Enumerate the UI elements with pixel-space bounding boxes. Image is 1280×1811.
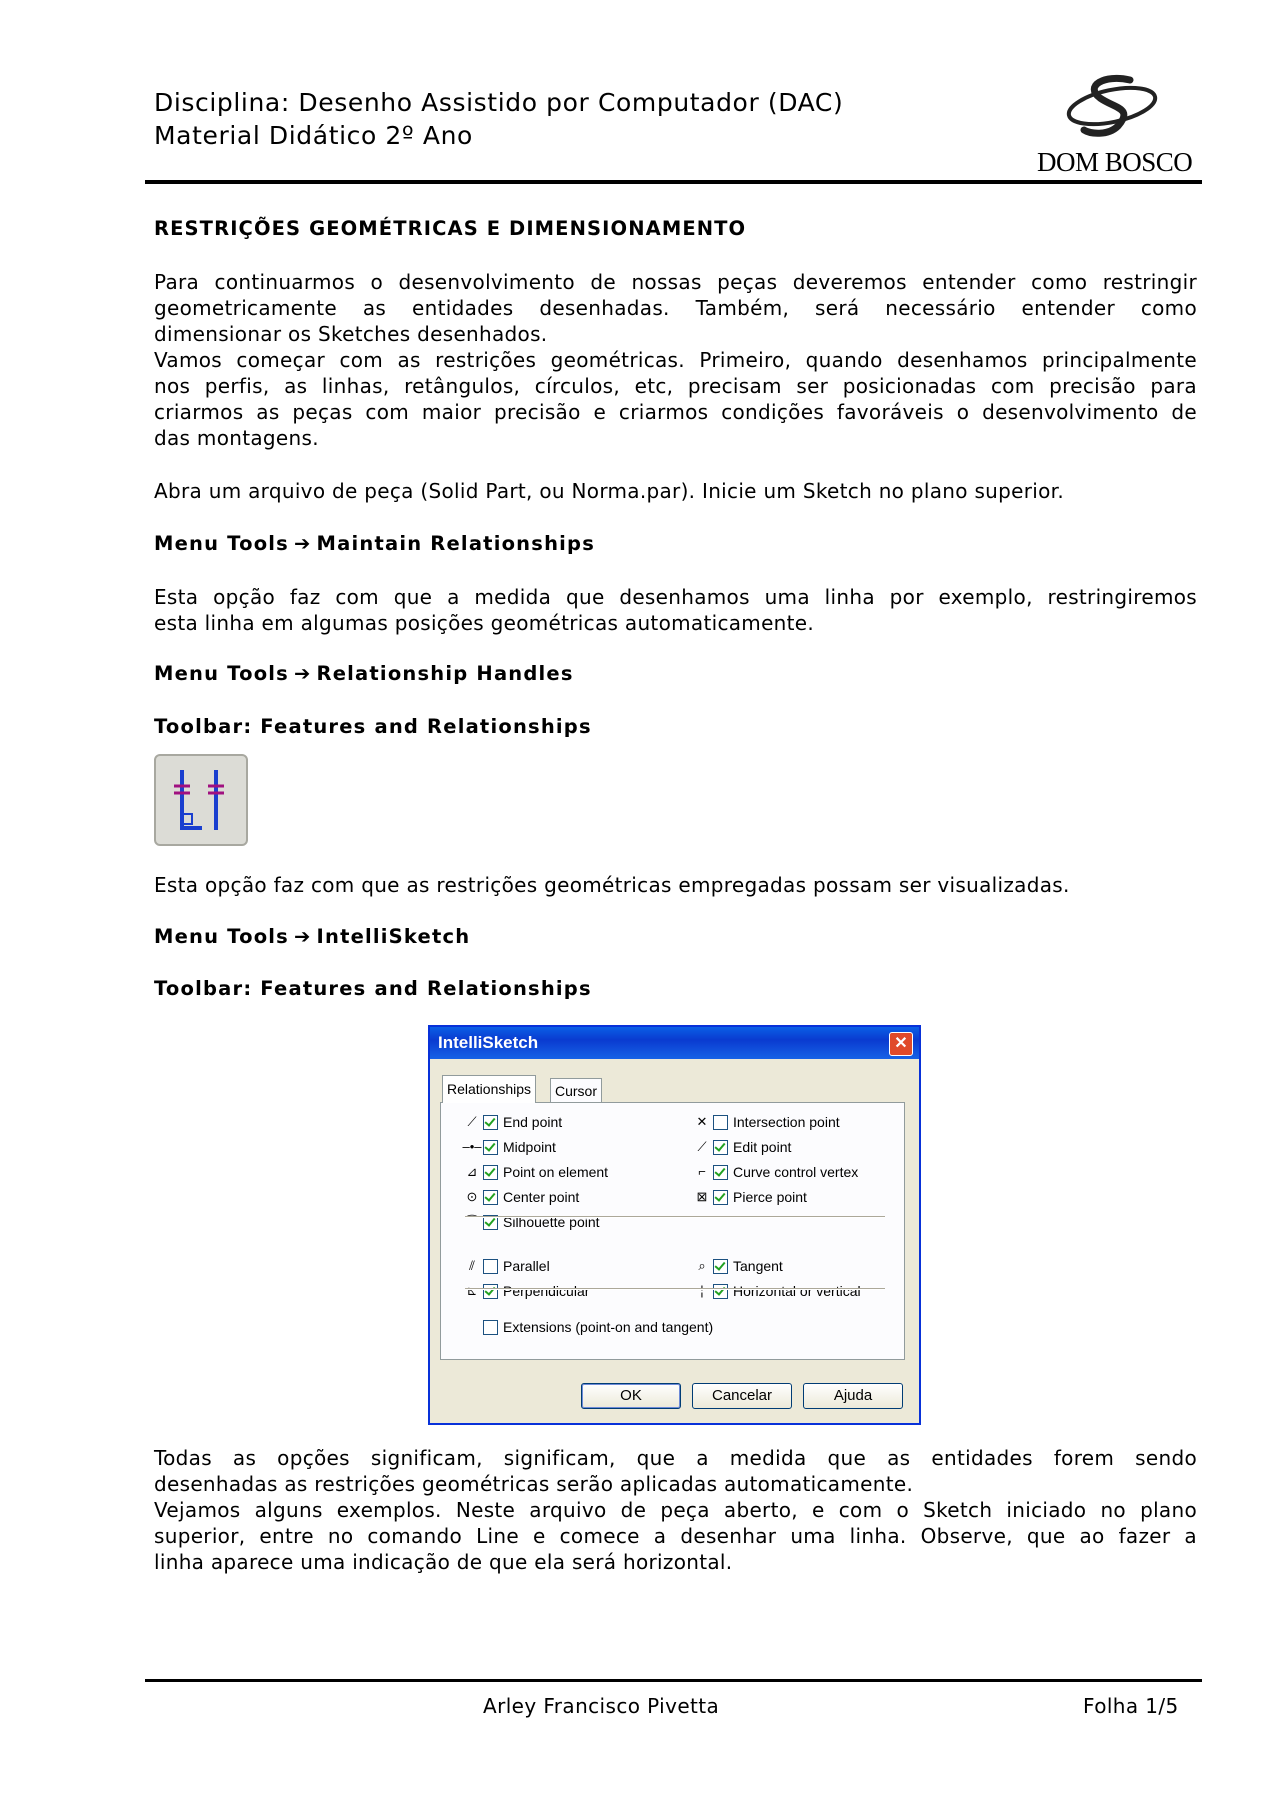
menu-item: IntelliSketch bbox=[316, 925, 471, 948]
intellisketch-dialog bbox=[428, 1025, 921, 1425]
help-button[interactable]: Ajuda bbox=[803, 1383, 903, 1409]
text-line: criarmos as peças com maior precisão e criarmos condições favoráveis o desenvolvimento de bbox=[154, 400, 1197, 424]
footer-author: Arley Francisco Pivetta bbox=[483, 1694, 720, 1718]
text-line: dimensionar os Sketches desenhados. bbox=[154, 322, 548, 346]
toolbar-label-2: Toolbar: Features and Relationships bbox=[154, 977, 592, 1000]
text-line: nos perfis, as linhas, retângulos, círculos, etc, precisam ser posicionadas com precisão para bbox=[154, 374, 1197, 398]
text-line: Esta opção faz com que as restrições geométricas empregadas possam ser visualizadas. bbox=[154, 873, 1070, 897]
option-extensions[interactable] bbox=[461, 1318, 713, 1336]
menu-relationship-handles bbox=[154, 662, 574, 685]
text-line: Esta opção faz com que a medida que desenhamos uma linha por exemplo, restringiremos bbox=[154, 585, 1197, 609]
arrow-icon: ➔ bbox=[293, 532, 312, 555]
relationship-glyph-icon: ⌒ bbox=[465, 1214, 479, 1229]
footer-page-number: Folha 1/5 bbox=[1083, 1694, 1179, 1718]
separator bbox=[465, 1216, 885, 1218]
option-tangent[interactable] bbox=[691, 1257, 783, 1275]
relationship-glyph-icon: ⟋ bbox=[467, 1114, 477, 1129]
checkbox[interactable] bbox=[713, 1140, 728, 1155]
maintain-paragraph bbox=[154, 584, 1197, 636]
option-midpoint[interactable] bbox=[461, 1138, 556, 1156]
option-center-point[interactable] bbox=[461, 1188, 579, 1206]
option-curve-control-vertex[interactable] bbox=[691, 1163, 858, 1181]
option-label: Center point bbox=[503, 1189, 580, 1205]
toolbar-label-1: Toolbar: Features and Relationships bbox=[154, 715, 592, 738]
option-label: Curve control vertex bbox=[733, 1164, 859, 1180]
relationship-glyph-icon: ⌕ bbox=[698, 1258, 706, 1273]
option-label: Edit point bbox=[733, 1139, 792, 1155]
checkbox[interactable] bbox=[713, 1284, 728, 1299]
footer-divider bbox=[145, 1679, 1202, 1682]
menu-item: Relationship Handles bbox=[316, 662, 574, 685]
menu-prefix: Menu Tools bbox=[154, 662, 289, 685]
option-label: Intersection point bbox=[733, 1114, 840, 1130]
checkbox[interactable] bbox=[713, 1115, 728, 1130]
text-line: superior, entre no comando Line e comece a desenhar uma linha. Observe, que ao fazer a bbox=[154, 1524, 1197, 1548]
relationship-handles-icon bbox=[156, 756, 246, 844]
option-horizontal-or-vertical[interactable] bbox=[691, 1282, 861, 1300]
relationship-glyph-icon: ⊿ bbox=[466, 1164, 478, 1179]
checkbox[interactable] bbox=[483, 1259, 498, 1274]
option-intersection-point[interactable] bbox=[691, 1113, 840, 1131]
intro-paragraph bbox=[154, 269, 1197, 451]
option-label: Point on element bbox=[503, 1164, 609, 1180]
text-line: geometricamente as entidades desenhadas. Também, será necessário entender como bbox=[154, 296, 1197, 320]
close-icon[interactable]: ✕ bbox=[889, 1032, 913, 1056]
relationship-glyph-icon: –•– bbox=[462, 1139, 482, 1154]
option-perpendicular[interactable] bbox=[461, 1282, 589, 1300]
option-label: Parallel bbox=[503, 1258, 550, 1274]
option-parallel[interactable] bbox=[461, 1257, 550, 1275]
tab-relationships[interactable]: Relationships bbox=[442, 1075, 536, 1103]
text-line: Todas as opções significam, significam, que a medida que as entidades forem sendo bbox=[154, 1446, 1197, 1470]
text-line: esta linha em algumas posições geométricas automaticamente. bbox=[154, 611, 815, 635]
checkbox[interactable] bbox=[483, 1284, 498, 1299]
relationship-glyph-icon: ¦ bbox=[700, 1283, 704, 1298]
relationship-glyph-icon: ✕ bbox=[696, 1114, 708, 1129]
relationship-glyph-icon: ⫽ bbox=[469, 1258, 475, 1273]
handles-paragraph bbox=[154, 872, 1197, 898]
option-end-point[interactable] bbox=[461, 1113, 562, 1131]
option-point-on-element[interactable] bbox=[461, 1163, 608, 1181]
text-line: linha aparece uma indicação de que ela será horizontal. bbox=[154, 1550, 733, 1574]
checkbox[interactable] bbox=[483, 1115, 498, 1130]
option-edit-point[interactable] bbox=[691, 1138, 791, 1156]
checkbox[interactable] bbox=[713, 1190, 728, 1205]
option-label: Perpendicular bbox=[503, 1283, 590, 1299]
menu-item: Maintain Relationships bbox=[316, 532, 596, 555]
header-divider bbox=[145, 180, 1202, 184]
relationships-panel bbox=[440, 1102, 905, 1360]
checkbox[interactable] bbox=[483, 1320, 498, 1335]
relationship-glyph-icon: ⊾ bbox=[466, 1283, 478, 1298]
menu-prefix: Menu Tools bbox=[154, 532, 289, 555]
open-file-paragraph bbox=[154, 478, 1197, 504]
option-label: Midpoint bbox=[503, 1139, 556, 1155]
option-label: Tangent bbox=[733, 1258, 783, 1274]
arrow-icon: ➔ bbox=[293, 925, 312, 948]
menu-intellisketch bbox=[154, 925, 470, 948]
option-label: Horizontal or vertical bbox=[733, 1283, 861, 1299]
menu-maintain-relationships bbox=[154, 532, 595, 555]
text-line: Para continuarmos o desenvolvimento de nossas peças deveremos entender como restringir bbox=[154, 270, 1197, 294]
relationship-glyph-icon: ⊠ bbox=[696, 1189, 708, 1204]
checkbox[interactable] bbox=[483, 1140, 498, 1155]
dialog-titlebar[interactable] bbox=[430, 1027, 919, 1059]
logo-text: DOM BOSCO bbox=[1037, 147, 1193, 177]
text-line: Abra um arquivo de peça (Solid Part, ou Norma.par). Inicie um Sketch no plano superior. bbox=[154, 479, 1065, 503]
closing-paragraph bbox=[154, 1445, 1197, 1575]
text-line: desenhadas as restrições geométricas serão aplicadas automaticamente. bbox=[154, 1472, 914, 1496]
option-label: End point bbox=[503, 1114, 563, 1130]
option-label: Pierce point bbox=[733, 1189, 807, 1205]
option-label: Extensions (point-on and tangent) bbox=[503, 1319, 714, 1335]
text-line: Vejamos alguns exemplos. Neste arquivo de peça aberto, e com o Sketch iniciado no plano bbox=[154, 1498, 1197, 1522]
arrow-icon: ➔ bbox=[293, 662, 312, 685]
text-line: Vamos começar com as restrições geométricas. Primeiro, quando desenhamos principalmente bbox=[154, 348, 1197, 372]
relationship-glyph-icon: ⟋ bbox=[697, 1139, 707, 1154]
cancel-button[interactable]: Cancelar bbox=[692, 1383, 792, 1409]
checkbox[interactable] bbox=[483, 1190, 498, 1205]
relationship-handles-button[interactable] bbox=[154, 754, 248, 846]
dialog-title: IntelliSketch bbox=[438, 1033, 539, 1052]
relationship-glyph-icon: ⊙ bbox=[466, 1189, 478, 1204]
menu-prefix: Menu Tools bbox=[154, 925, 289, 948]
checkbox[interactable] bbox=[713, 1165, 728, 1180]
section-title: RESTRIÇÕES GEOMÉTRICAS E DIMENSIONAMENTO bbox=[154, 217, 747, 240]
separator bbox=[465, 1288, 885, 1290]
ok-button[interactable]: OK bbox=[581, 1383, 681, 1409]
checkbox[interactable] bbox=[483, 1165, 498, 1180]
tab-cursor[interactable]: Cursor bbox=[550, 1078, 602, 1102]
option-label: Silhouette point bbox=[503, 1214, 600, 1230]
checkbox[interactable] bbox=[713, 1259, 728, 1274]
text-line: das montagens. bbox=[154, 426, 319, 450]
header-material: Material Didático 2º Ano bbox=[154, 121, 473, 150]
relationship-glyph-icon: ⌐ bbox=[698, 1164, 706, 1179]
header-discipline: Disciplina: Desenho Assistido por Computador (DAC) bbox=[154, 88, 844, 117]
option-pierce-point[interactable] bbox=[691, 1188, 807, 1206]
